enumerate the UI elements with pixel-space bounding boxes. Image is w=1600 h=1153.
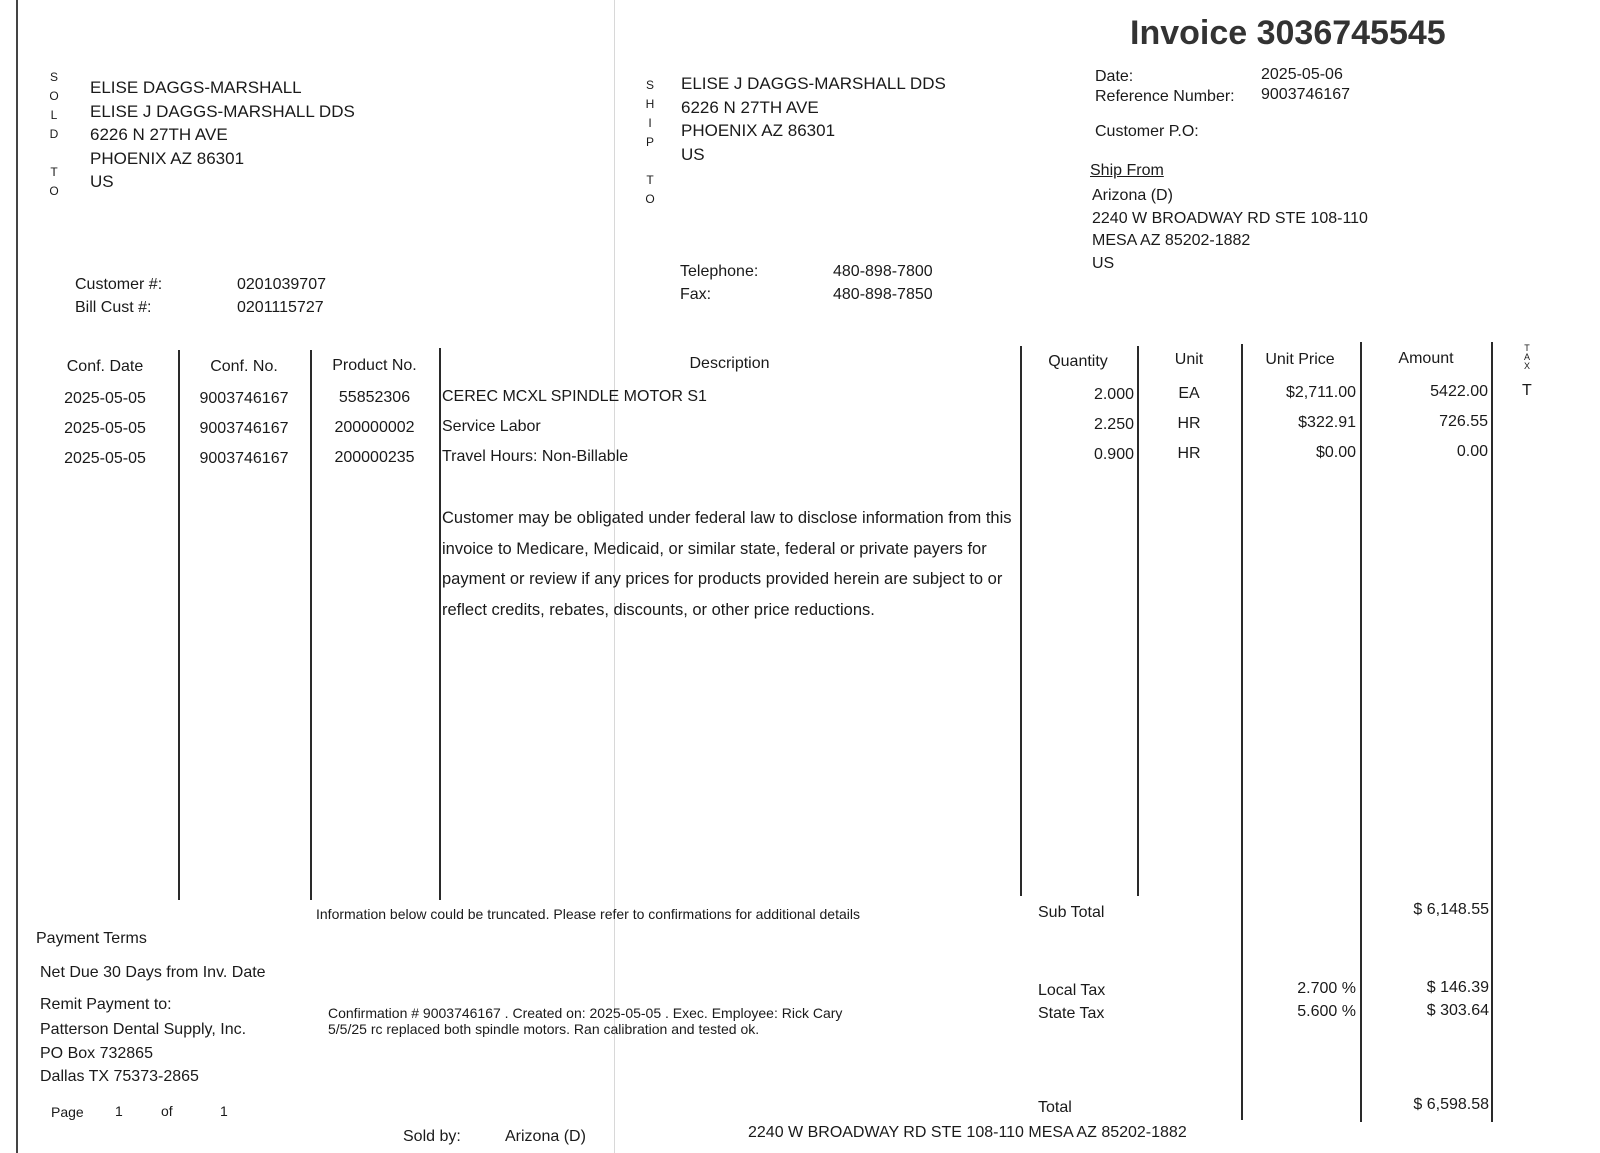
- reference-number-value: 9003746167: [1261, 86, 1350, 103]
- cell-product-no: 200000002: [334, 419, 415, 436]
- cell-unit-price: $0.00: [1315, 444, 1356, 461]
- header-conf-date: Conf. Date: [66, 358, 144, 375]
- cell-description: Service Labor: [442, 418, 541, 435]
- cell-product-no: 200000235: [334, 449, 415, 466]
- ship-from-heading: Ship From: [1090, 162, 1164, 179]
- cell-conf-no: 9003746167: [199, 450, 289, 467]
- cell-unit: EA: [1178, 385, 1200, 402]
- payment-terms-label: Payment Terms: [36, 930, 147, 947]
- header-product-no: Product No.: [332, 357, 417, 374]
- of-label: of: [161, 1103, 173, 1119]
- cell-tax: T: [1522, 382, 1532, 399]
- ship-to-vertical-label: S H I P T O: [645, 78, 655, 206]
- bill-customer-value: 0201115727: [237, 299, 324, 316]
- header-conf-no: Conf. No.: [210, 358, 278, 375]
- subtotal-label: Sub Total: [1038, 904, 1105, 921]
- date-value: 2025-05-06: [1261, 66, 1343, 83]
- confirmation-line-1: Confirmation # 9003746167 . Created on: 2025-05-05 . Exec. Employee: Rick Cary: [328, 1005, 843, 1021]
- total-label: Total: [1038, 1099, 1072, 1116]
- customer-number-label: Customer #:: [75, 276, 163, 293]
- reference-number-label: Reference Number:: [1095, 88, 1235, 105]
- cell-amount: 5422.00: [1430, 383, 1488, 400]
- local-tax-value: $ 146.39: [1426, 979, 1489, 996]
- ship-from-address: Arizona (D) 2240 W BROADWAY RD STE 108-110 MESA AZ 85202-1882 US: [1092, 187, 1368, 272]
- cell-conf-date: 2025-05-05: [64, 450, 146, 467]
- col-divider: [1137, 346, 1139, 896]
- header-description: Description: [689, 355, 770, 372]
- telephone-label: Telephone:: [680, 263, 759, 280]
- header-amount: Amount: [1398, 350, 1454, 367]
- sold-to-address: ELISE DAGGS-MARSHALL ELISE J DAGGS-MARSHALL DDS 6226 N 27TH AVE PHOENIX AZ 86301 US: [90, 78, 355, 191]
- col-divider: [1241, 344, 1243, 1120]
- cell-unit-price: $2,711.00: [1286, 384, 1356, 401]
- ship-to-address: ELISE J DAGGS-MARSHALL DDS 6226 N 27TH AVE PHOENIX AZ 86301 US: [681, 74, 946, 164]
- page-left-border: [16, 0, 18, 1153]
- cell-unit-price: $322.91: [1298, 414, 1356, 431]
- remit-address: Patterson Dental Supply, Inc. PO Box 732865 Dallas TX 75373-2865: [40, 1021, 247, 1085]
- sold-by-label: Sold by:: [403, 1128, 461, 1145]
- cell-amount: 726.55: [1439, 413, 1488, 430]
- cell-description: CEREC MCXL SPINDLE MOTOR S1: [442, 388, 707, 405]
- cell-conf-no: 9003746167: [199, 420, 289, 437]
- cell-conf-no: 9003746167: [199, 390, 289, 407]
- state-tax-value: $ 303.64: [1426, 1002, 1489, 1019]
- cell-product-no: 55852306: [338, 389, 411, 406]
- customer-po-label: Customer P.O:: [1095, 123, 1199, 140]
- customer-number-value: 0201039707: [237, 276, 326, 293]
- state-tax-label: State Tax: [1038, 1005, 1105, 1022]
- cell-unit: HR: [1177, 415, 1201, 432]
- payment-terms-value: Net Due 30 Days from Inv. Date: [40, 964, 266, 981]
- medicare-disclaimer: Customer may be obligated under federal law to disclose information from this invoice to Medicare, Medicaid, or similar state, federal or private payers for payment or review if any prices for products provided herein are subject to or reflect credits, rebates, discounts, or other price reductions.: [442, 509, 1012, 619]
- sold-to-vertical-label: S O L D T O: [49, 70, 59, 198]
- header-unit: Unit: [1174, 351, 1204, 368]
- date-label: Date:: [1095, 68, 1134, 85]
- invoice-title: Invoice 3036745545: [1130, 14, 1446, 52]
- page-number: 1: [115, 1103, 123, 1119]
- local-tax-rate: 2.700 %: [1297, 980, 1356, 997]
- cell-amount: 0.00: [1456, 443, 1488, 460]
- page-total: 1: [220, 1103, 228, 1119]
- subtotal-value: $ 6,148.55: [1413, 901, 1489, 918]
- col-divider: [439, 348, 441, 900]
- truncation-note: Information below could be truncated. Please refer to confirmations for additional details: [316, 906, 860, 922]
- header-tax-vertical: T A X: [1523, 343, 1530, 371]
- header-quantity: Quantity: [1048, 353, 1108, 370]
- cell-quantity: 0.900: [1093, 446, 1134, 463]
- sold-by-value: Arizona (D): [505, 1128, 586, 1145]
- confirmation-line-2: 5/5/25 rc replaced both spindle motors. Ran calibration and tested ok.: [328, 1021, 760, 1037]
- cell-description: Travel Hours: Non-Billable: [442, 448, 629, 465]
- cell-conf-date: 2025-05-05: [64, 420, 146, 437]
- col-divider: [1491, 342, 1493, 1122]
- total-value: $ 6,598.58: [1413, 1096, 1489, 1113]
- cell-quantity: 2.000: [1093, 386, 1134, 403]
- cell-conf-date: 2025-05-05: [64, 390, 146, 407]
- bill-customer-label: Bill Cust #:: [75, 299, 152, 316]
- sold-by-address: 2240 W BROADWAY RD STE 108-110 MESA AZ 85202-1882: [748, 1124, 1187, 1141]
- remit-label: Remit Payment to:: [40, 996, 172, 1013]
- telephone-value: 480-898-7800: [833, 263, 933, 280]
- local-tax-label: Local Tax: [1038, 982, 1106, 999]
- state-tax-rate: 5.600 %: [1297, 1003, 1356, 1020]
- fax-label: Fax:: [680, 286, 712, 303]
- page-label: Page: [51, 1104, 84, 1120]
- fax-value: 480-898-7850: [833, 286, 933, 303]
- col-divider: [1360, 342, 1362, 1122]
- header-unit-price: Unit Price: [1265, 351, 1335, 368]
- cell-quantity: 2.250: [1093, 416, 1134, 433]
- cell-unit: HR: [1177, 445, 1201, 462]
